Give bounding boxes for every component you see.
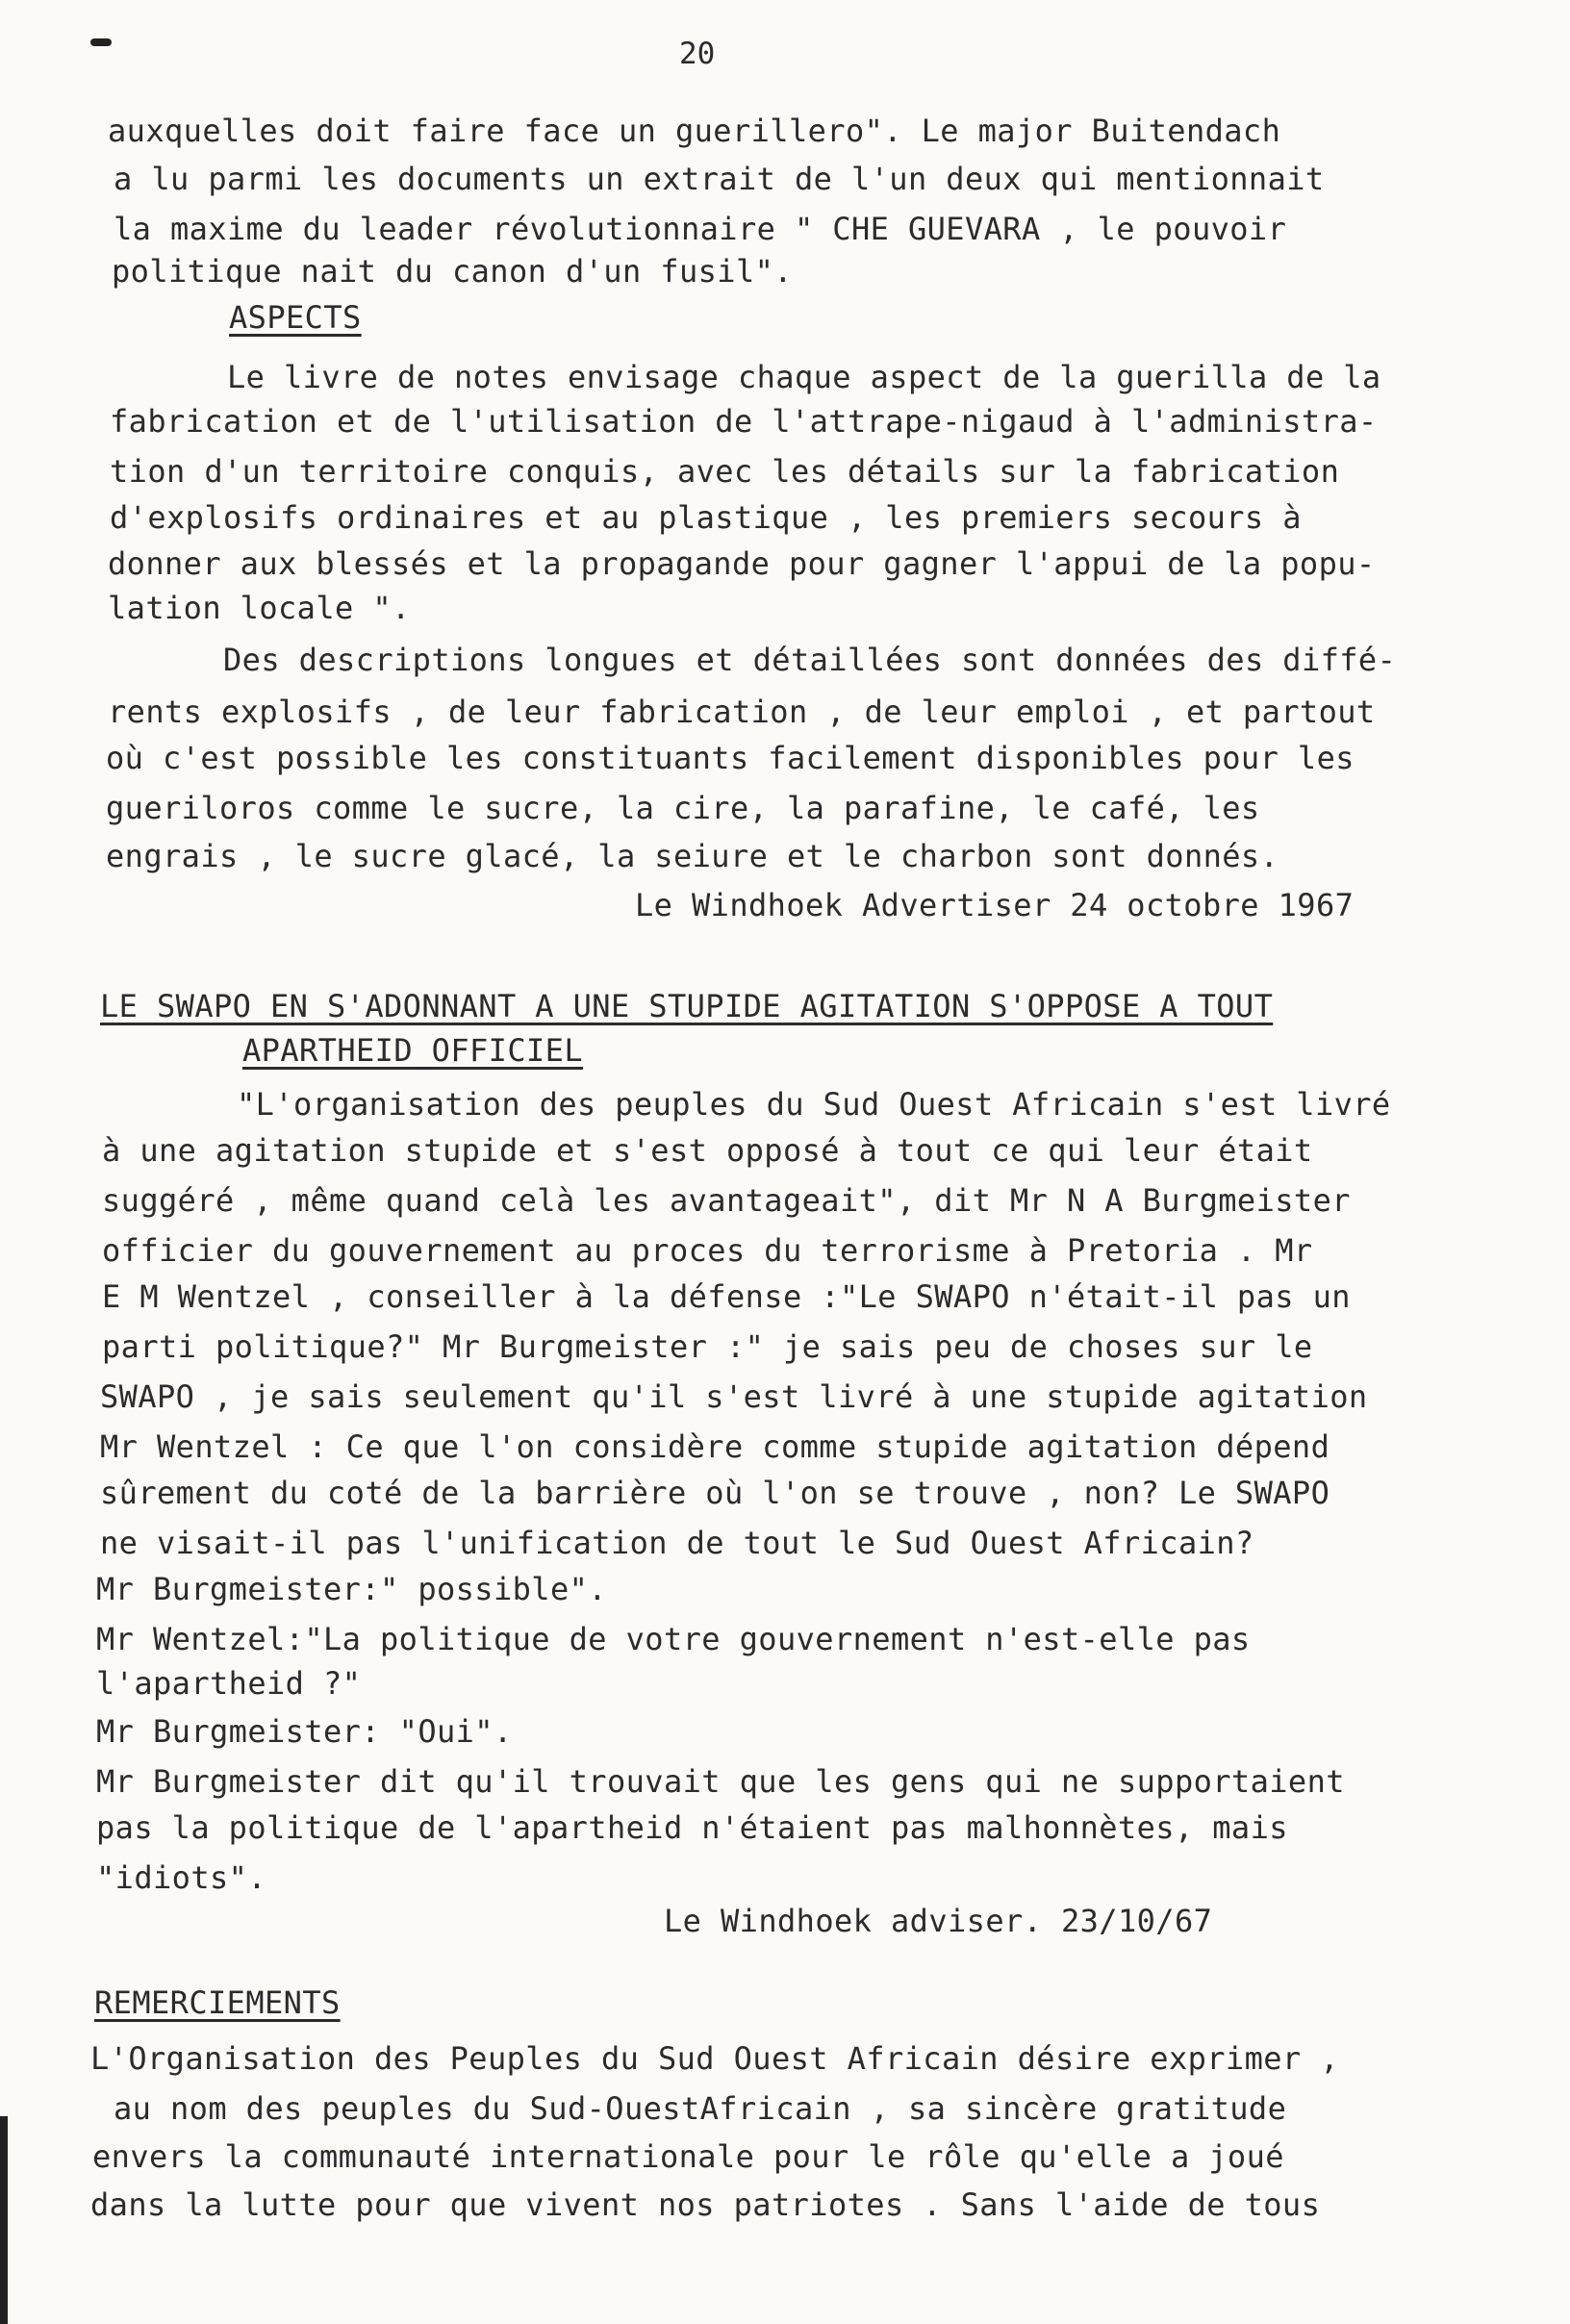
text-line: à une agitation stupide et s'est opposé à tout ce qui leur était	[102, 1132, 1313, 1169]
text-line: Des descriptions longues et détaillées sont données des diffé-	[223, 642, 1397, 678]
text-line: dans la lutte pour que vivent nos patriotes . Sans l'aide de tous	[90, 2186, 1321, 2223]
text-line: lation locale ".	[108, 590, 411, 626]
page-number: 20	[679, 37, 716, 71]
text-line: où c'est possible les constituants facilement disponibles pour les	[106, 740, 1355, 776]
text-line: sûrement du coté de la barrière où l'on se trouve , non? Le SWAPO	[100, 1475, 1330, 1511]
text-line: rents explosifs , de leur fabrication , de leur emploi , et partout	[108, 694, 1376, 730]
text-line: "idiots".	[96, 1859, 266, 1896]
text-line: pas la politique de l'apartheid n'étaient pas malhonnètes, mais	[96, 1809, 1288, 1846]
section-heading-aspects: ASPECTS	[229, 299, 362, 336]
text-line: Le livre de notes envisage chaque aspect de la guerilla de la	[227, 359, 1381, 395]
text-line: Mr Burgmeister: "Oui".	[96, 1713, 513, 1750]
text-line: SWAPO , je sais seulement qu'il s'est livré à une stupide agitation	[100, 1378, 1368, 1415]
text-line: politique nait du canon d'un fusil".	[112, 253, 793, 290]
text-line: la maxime du leader révolutionnaire " CHE GUEVARA , le pouvoir	[114, 211, 1287, 247]
text-line: E M Wentzel , conseiller à la défense :"Le SWAPO n'était-il pas un	[102, 1278, 1351, 1315]
text-line: fabrication et de l'utilisation de l'attrape-nigaud à l'administra-	[110, 403, 1378, 440]
text-line: engrais , le sucre glacé, la seiure et le charbon sont donnés.	[106, 838, 1279, 874]
text-line: Mr Wentzel:"La politique de votre gouvernement n'est-elle pas	[96, 1621, 1251, 1657]
text-line: envers la communauté internationale pour le rôle qu'elle a joué	[92, 2138, 1284, 2175]
text-line: suggéré , même quand celà les avantageait", dit Mr N A Burgmeister	[102, 1182, 1351, 1219]
section-heading-swapo-cont: APARTHEID OFFICIEL	[242, 1032, 583, 1069]
section-heading-swapo: LE SWAPO EN S'ADONNANT A UNE STUPIDE AGITATION S'OPPOSE A TOUT	[100, 988, 1274, 1024]
scan-mark	[90, 38, 112, 46]
text-line: parti politique?" Mr Burgmeister :" je sais peu de choses sur le	[102, 1328, 1313, 1365]
text-line: l'apartheid ?"	[96, 1665, 362, 1702]
text-line: tion d'un territoire conquis, avec les détails sur la fabrication	[110, 453, 1340, 490]
section-heading-remerciements: REMERCIEMENTS	[94, 1984, 341, 2021]
text-line: donner aux blessés et la propagande pour gagner l'appui de la popu-	[108, 545, 1376, 582]
text-line: a lu parmi les documents un extrait de l'un deux qui mentionnait	[114, 161, 1325, 197]
text-line: gueriloros comme le sucre, la cire, la parafine, le café, les	[106, 790, 1260, 826]
text-line: Mr Wentzel : Ce que l'on considère comme stupide agitation dépend	[100, 1428, 1330, 1465]
text-line: Mr Burgmeister:" possible".	[96, 1571, 607, 1607]
source-citation: Le Windhoek adviser. 23/10/67	[664, 1903, 1213, 1939]
text-line: officier du gouvernement au proces du terrorisme à Pretoria . Mr	[102, 1232, 1313, 1269]
text-line: "L'organisation des peuples du Sud Ouest Africain s'est livré	[237, 1086, 1391, 1123]
text-line: auxquelles doit faire face un guerillero". Le major Buitendach	[108, 113, 1281, 149]
source-citation: Le Windhoek Advertiser 24 octobre 1967	[635, 887, 1355, 923]
scan-edge	[0, 2116, 8, 2324]
text-line: au nom des peuples du Sud-OuestAfricain , sa sincère gratitude	[114, 2090, 1287, 2127]
text-line: d'explosifs ordinaires et au plastique , les premiers secours à	[110, 499, 1302, 536]
text-line: ne visait-il pas l'unification de tout le Sud Ouest Africain?	[100, 1525, 1254, 1561]
text-line: Mr Burgmeister dit qu'il trouvait que les gens qui ne supportaient	[96, 1763, 1345, 1800]
text-line: L'Organisation des Peuples du Sud Ouest Africain désire exprimer ,	[90, 2040, 1339, 2077]
